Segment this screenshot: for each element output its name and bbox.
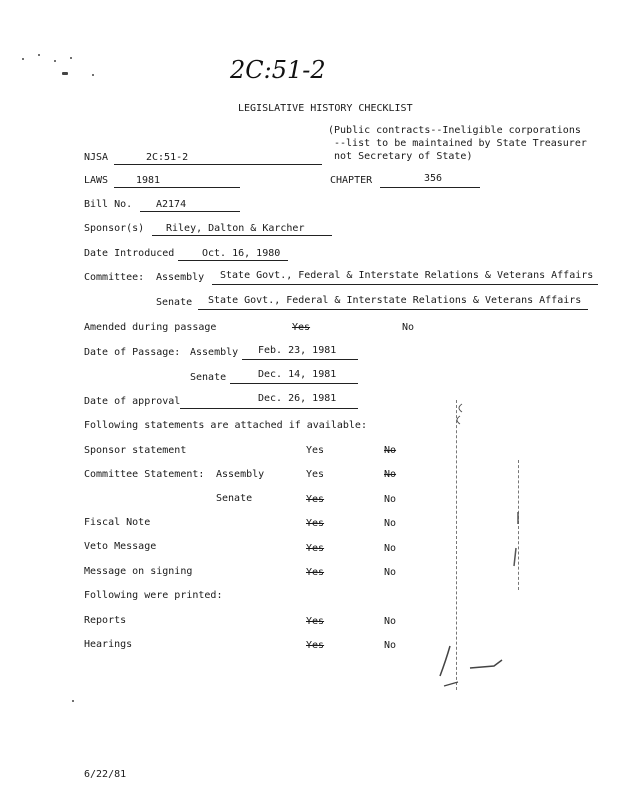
scan-speck [92,74,94,76]
passage-senate-label: Senate [190,372,227,383]
statement-no: No [384,494,397,505]
committee-senate-underline [198,309,588,310]
date-introduced-underline [178,260,288,261]
scan-speck [38,54,40,56]
scan-speck [62,72,68,75]
statement-yes: Yes [306,518,325,529]
statement-yes: Yes [306,494,325,505]
subject-note-line-2: --list to be maintained by State Treasurer [334,138,587,149]
committee-label: Committee: [84,272,145,283]
scan-artifact-line [518,460,519,590]
bill-label: Bill No. [84,199,133,210]
passage-senate-value: Dec. 14, 1981 [258,369,337,380]
statement-no: No [384,567,397,578]
subject-note-line-3: not Secretary of State) [334,151,473,162]
laws-underline [114,187,240,188]
approval-label: Date of approval [84,396,181,407]
committee-assembly-value: State Govt., Federal & Interstate Relations & Veterans Affairs [220,270,594,281]
njsa-label: NJSA [84,152,109,163]
chapter-label: CHAPTER [330,175,373,186]
scan-speck [54,60,56,62]
sponsors-value: Riley, Dalton & Karcher [166,223,305,234]
footer-date: 6/22/81 [84,769,127,780]
amended-no: No [402,322,415,333]
attached-heading: Following statements are attached if available: [84,420,367,431]
statement-yes: Yes [306,567,325,578]
scan-speck [22,58,24,60]
passage-label: Date of Passage: [84,347,181,358]
statement-yes: Yes [306,543,325,554]
chapter-underline [380,187,480,188]
passage-senate-underline [230,383,358,384]
handwritten-statute-number: 2C:51-2 [230,56,326,84]
njsa-value: 2C:51-2 [146,152,189,163]
printed-no: No [384,640,397,651]
statement-no: No [384,445,397,456]
printed-label: Hearings [84,639,133,650]
scan-artifact-line [456,400,457,690]
printed-label: Reports [84,615,127,626]
statement-label: Message on signing [84,566,193,577]
subject-note-line-1: (Public contracts--Ineligible corporations [328,125,581,136]
statement-no: No [384,543,397,554]
njsa-underline [114,164,322,165]
committee-senate-label: Senate [156,297,193,308]
printed-yes: Yes [306,616,325,627]
passage-assembly-value: Feb. 23, 1981 [258,345,337,356]
printed-heading: Following were printed: [84,590,223,601]
committee-senate-value: State Govt., Federal & Interstate Relations & Veterans Affairs [208,295,582,306]
laws-label: LAWS [84,175,109,186]
committee-assembly-label: Assembly [156,272,205,283]
bill-underline [140,211,240,212]
statement-label: Committee Statement: [84,469,205,480]
statement-yes: Yes [306,469,325,480]
amended-yes: Yes [292,322,311,333]
scan-speck [72,700,74,702]
statement-yes: Yes [306,445,325,456]
laws-value: 1981 [136,175,161,186]
printed-no: No [384,616,397,627]
scan-speck [70,57,72,59]
approval-value: Dec. 26, 1981 [258,393,337,404]
printed-yes: Yes [306,640,325,651]
statement-sub: Assembly [216,469,265,480]
committee-assembly-underline [212,284,598,285]
passage-assembly-label: Assembly [190,347,239,358]
statement-label: Fiscal Note [84,517,151,528]
approval-underline [180,408,358,409]
passage-assembly-underline [242,359,358,360]
statement-no: No [384,518,397,529]
sponsors-label: Sponsor(s) [84,223,145,234]
date-introduced-value: Oct. 16, 1980 [202,248,281,259]
statement-sub: Senate [216,493,253,504]
statement-no: No [384,469,397,480]
date-introduced-label: Date Introduced [84,248,175,259]
statement-label: Sponsor statement [84,445,187,456]
bill-value: A2174 [156,199,187,210]
sponsors-underline [152,235,332,236]
amended-label: Amended during passage [84,322,217,333]
chapter-value: 356 [424,173,443,184]
document-title: LEGISLATIVE HISTORY CHECKLIST [238,103,413,114]
statement-label: Veto Message [84,541,157,552]
